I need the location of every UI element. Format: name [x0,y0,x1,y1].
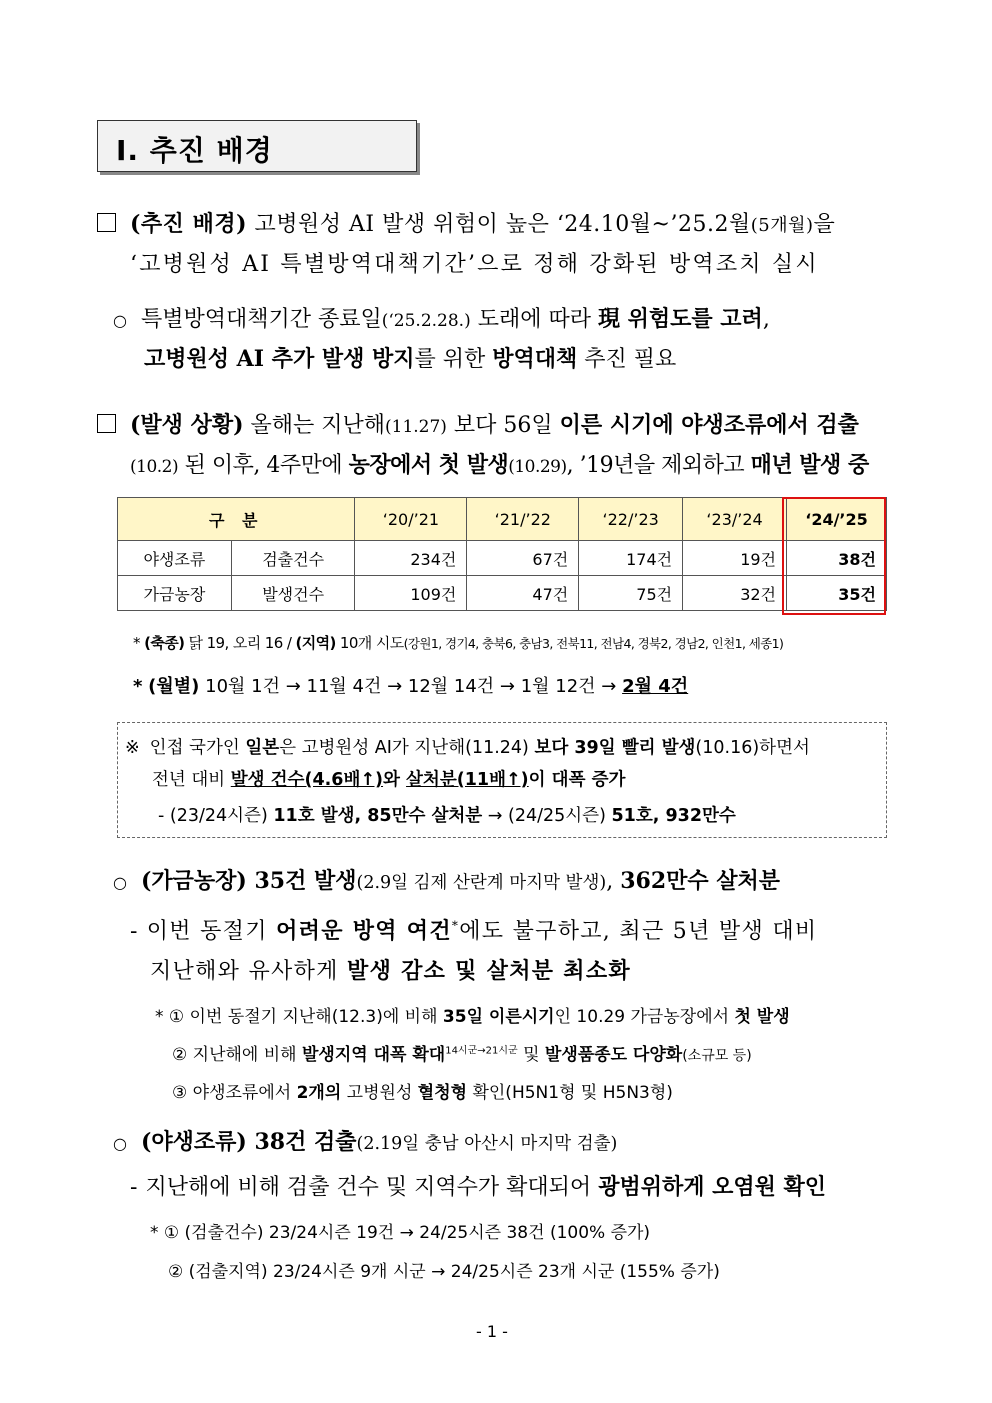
farm-n2-bold1: 발생지역 대폭 확대 [301,1045,446,1065]
sec2-line2 [130,448,869,479]
table-header-cell: ‘21/’22 [467,498,579,541]
farm-n2-a: ② 지난해에 비해 [172,1045,302,1065]
page-number: - 1 - [476,1322,508,1341]
table-cell: 검출건수 [231,541,355,576]
wild-dash-a: 지난해에 비해 검출 건수 및 지역수가 확대되어 [145,1175,599,1200]
fn2-end: 2월 4건 [622,676,689,697]
bullet-circle-icon: ○ [113,1134,127,1153]
farm-n1-bold1: 35일 이른시기 [442,1007,555,1027]
note-l2-bold2: 와 [383,770,407,790]
fn1-star: * [133,634,140,652]
footnote-monthly [133,672,688,698]
wild-note1: * ① (검출건수) 23/24시즌 19건 → 24/25시즌 38건 (100% 증가) [150,1223,651,1243]
sec1-line2: ‘고병원성 AI 특별방역대책기간’으로 정해 강화된 방역조치 실시 [130,252,819,277]
table-header-cell: 구 분 [118,498,355,541]
table-header-cell: ‘23/’24 [683,498,787,541]
table-header-row [118,498,887,541]
sec1-bullet-line1 [113,302,770,333]
table-row [118,576,887,611]
table-cell: 67건 [467,541,579,576]
note-l2a: 전년 대비 [152,770,231,790]
farm-n3-b: 고병원성 [341,1083,418,1103]
table-header-cell: ‘20/’21 [355,498,467,541]
note-line2 [152,766,625,791]
outbreak-table [117,497,887,611]
table-header-cell: ‘22/’23 [579,498,683,541]
fn2-bold: (월별) [148,676,200,697]
farm-dash-line1: - 이번 동절기 어려운 방역 여건*에도 불구하고, 최근 5년 발생 대비 [130,918,818,944]
farm-n3-c: 확인(H5N1형 및 H5N3형) [467,1083,673,1103]
farm-n3-a: ③ 야생조류에서 [172,1083,297,1103]
table-cell: 야생조류 [118,541,232,576]
bullet-circle-icon: ○ [113,873,127,892]
note-l3b: → (24/25시즌) [482,806,612,826]
sec2-l2b: , ’19년을 제외하고 [566,453,751,478]
table-cell: 발생건수 [231,576,355,611]
sec2-paren: (11.27) [385,417,447,437]
farm-n2-small: (소규모 등) [682,1048,752,1064]
table-cell: 109건 [355,576,467,611]
wild-dash-bold: 광범위하게 오염원 확인 [598,1174,827,1200]
note-mark: ※ [125,738,140,758]
farm-paren: (2.9일 김제 산란계 마지막 발생) [356,873,607,893]
note-l3-bold2: 51호, 932만수 [611,806,736,826]
sec2-paren3: (10.29) [508,457,567,477]
sec2-a: 올해는 지난해 [243,413,385,438]
farm-n2-sup: 14시군→21시군 [445,1045,518,1057]
sec1-bullet2-b: 추진 필요 [577,347,677,372]
farm-n2-b: 및 [517,1045,545,1065]
farm-note3 [172,1078,673,1103]
wild-note2: ② (검출지역) 23/24시즌 9개 시군 → 24/25시즌 23개 시군 (155% 증가) [168,1262,720,1282]
wild-paren: (2.19일 충남 아산시 마지막 검출) [356,1134,618,1154]
table-cell: 35건 [787,576,887,611]
farm-n1-a: * ① 이번 동절기 지난해(12.3)에 비해 [155,1007,443,1027]
note-l1c: (10.16)하면서 [695,738,810,758]
bullet-circle-icon: ○ [113,311,127,330]
note-l1a: 인접 국가인 [149,738,246,758]
farm-n3-bold1: 2개의 [296,1083,342,1103]
sec1-bullet-line2 [144,342,676,373]
farm-dash-b: 에도 불구하고, 최근 5년 발생 대비 [459,919,818,944]
note-l3a: - (23/24시즌) [158,806,274,826]
sec2-l2a: 된 이후, 4주만에 [178,453,349,478]
table-cell: 234건 [355,541,467,576]
farm-n3-bold2: 혈청형 [417,1083,468,1103]
sec1-bullet-bold1: 現 위험도를 고려 [597,306,763,332]
fn2-star: * [133,676,143,697]
table-cell: 75건 [579,576,683,611]
farm-n1-bold2: 첫 발생 [734,1007,790,1027]
fn2-text: 10월 1건 → 11월 4건 → 12월 14건 → 1월 12건 → [199,676,623,697]
sec2-l2-bold1: 농장에서 첫 발생 [348,452,509,478]
section-title-box [97,120,417,172]
sec1-text1: 고병원성 AI 발생 위험이 높은 ‘24.10월~’25.2월 [254,212,751,237]
sec1-bullet2-bold2: 방역대책 [492,346,578,372]
table-cell: 32건 [683,576,787,611]
fn1-bold1: (축종) [144,634,185,652]
note-l1-bold2: 보다 39일 빨리 발생 [534,738,696,758]
farm-dash-star: * [451,918,460,933]
sec2-line1 [97,408,859,439]
farm-bold2: 362만수 살처분 [620,868,781,894]
note-l2-bold4: 이 대폭 증가 [528,770,626,790]
fn1-a: 닭 19, 오리 16 / [184,634,296,652]
note-line1 [125,734,810,759]
table-cell: 가금농장 [118,576,232,611]
note-l3-bold1: 11호 발생, 85만수 살처분 [273,806,483,826]
note-l1-bold1: 일본 [245,738,280,758]
farm-comma: , [606,869,614,894]
sec1-bullet2-bold1: 고병원성 AI 추가 발생 방지 [144,346,415,372]
wild-line [113,1125,617,1156]
note-l2-bold3: 살처분(11배↑) [406,770,529,790]
sec1-bullet-a: 특별방역대책기간 종료일 [140,307,382,332]
fn1-b: 10개 시도 [335,634,404,652]
sec2-paren2: (10.2) [130,457,179,477]
farm-note1 [155,1002,790,1027]
farm-dash2-bold: 발생 감소 및 살처분 최소화 [347,958,631,984]
sec1-end: 을 [813,212,836,237]
table-cell: 174건 [579,541,683,576]
table-cell: 19건 [683,541,787,576]
sec1-bullet2-a: 를 위한 [414,347,493,372]
checkbox-icon [97,213,116,232]
sec1-paren: (5개월) [750,215,814,236]
note-line3 [158,802,736,827]
farm-dash2-a: 지난해와 유사하게 [150,959,348,984]
sec2-l2-bold2: 매년 발생 중 [750,452,869,478]
farm-n2-bold2: 발생품종도 다양화 [544,1045,683,1065]
fn1-small: (강원1, 경기4, 충북6, 충남3, 전북11, 전남4, 경북2, 경남2, 인천1, 세종1) [403,636,784,651]
note-l1b: 은 고병원성 AI가 지난해(11.24) [279,738,535,758]
note-l2-bold1: 발생 건수(4.6배↑) [230,770,384,790]
farm-note2 [172,1040,752,1065]
table-row [118,541,887,576]
table-cell: 38건 [787,541,887,576]
farm-bold1: (가금농장) 35건 발생 [140,868,357,894]
wild-dash-line: - 지난해에 비해 검출 건수 및 지역수가 확대되어 광범위하게 오염원 확인 [130,1174,827,1200]
table-header-cell: ‘24/’25 [787,498,887,541]
farm-dash-line2 [150,954,631,985]
sec1-head: (추진 배경) [130,211,247,237]
footnote-species [133,632,783,653]
fn1-bold2: (지역) [295,634,336,652]
sec2-b: 보다 56일 [446,413,560,438]
sec1-bullet-b: 도래에 따라 [470,307,598,332]
sec1-line1 [97,207,835,238]
wild-bold1: (야생조류) 38건 검출 [140,1129,357,1155]
farm-line [113,864,780,895]
section-title: Ⅰ. 추진 배경 [116,134,273,167]
sec2-bold: 이른 시기에 야생조류에서 검출 [559,412,859,438]
farm-dash-a: 이번 동절기 [146,919,277,944]
table-cell: 47건 [467,576,579,611]
sec1-bullet-c: , [762,307,770,332]
checkbox-icon [97,414,116,433]
farm-dash-bold: 어려운 방역 여건 [276,918,452,944]
sec1-bullet-paren: (‘25.2.28.) [381,311,471,331]
farm-n1-b: 인 10.29 가금농장에서 [554,1007,735,1027]
sec2-head: (발생 상황) [130,412,244,438]
